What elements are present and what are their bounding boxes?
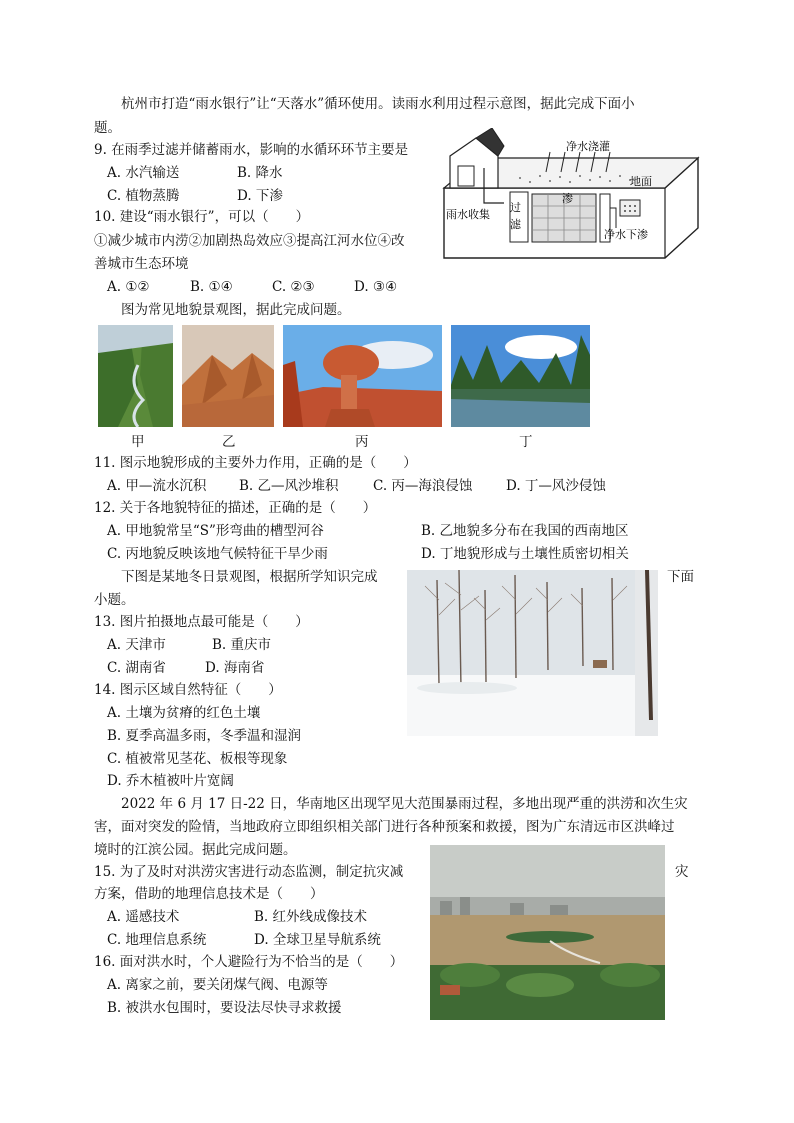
q16-option-b: B. 被洪水包围时，要设法尽快寻求救援 xyxy=(107,1000,342,1016)
diagram-label-seep: 渗 xyxy=(562,192,573,205)
photo-label-yi: 乙 xyxy=(222,434,236,450)
photo-label-jia: 甲 xyxy=(131,434,145,450)
question-10-stem: 10. 建设“雨水银行”，可以（ ） xyxy=(94,209,310,225)
q9-option-b: B. 降水 xyxy=(237,165,283,181)
q12-option-c: C. 丙地貌反映该地气候特征干旱少雨 xyxy=(107,546,328,562)
question-14-stem: 14. 图示区域自然特征（ ） xyxy=(94,682,282,698)
intro-paragraph-1-cont: 题。 xyxy=(94,120,121,136)
intro-paragraph-4: 2022 年 6 月 17 日-22 日，华南地区出现罕见大范围暴雨过程，多地出现严重的洪涝和次生灾 xyxy=(121,796,688,812)
rainwater-use-diagram xyxy=(440,128,702,264)
q15-option-b: B. 红外线成像技术 xyxy=(254,909,368,925)
intro-paragraph-3: 下图是某地冬日景观图，根据所学知识完成 xyxy=(121,569,378,585)
question-15-stem-cont: 方案，借助的地理信息技术是（ ） xyxy=(94,886,324,902)
q10-statements: ①减少城市内涝②加剧热岛效应③提高江河水位④改 xyxy=(94,233,405,249)
q9-option-c: C. 植物蒸腾 xyxy=(107,188,180,204)
intro-paragraph-3-cont: 小题。 xyxy=(94,592,135,608)
q11-option-d: D. 丁—风沙侵蚀 xyxy=(506,478,606,494)
q12-option-b: B. 乙地貌多分布在我国的西南地区 xyxy=(421,523,629,539)
q9-option-d: D. 下渗 xyxy=(237,188,283,204)
q11-option-c: C. 丙—海浪侵蚀 xyxy=(373,478,473,494)
q10-option-a: A. ①② xyxy=(107,279,150,295)
diagram-label-filter-2: 滤 xyxy=(510,218,521,231)
q14-option-d: D. 乔木植被叶片宽阔 xyxy=(107,773,234,789)
question-13-stem: 13. 图片拍摄地点最可能是（ ） xyxy=(94,614,309,630)
q10-option-d: D. ③④ xyxy=(354,279,398,295)
intro-paragraph-1: 杭州市打造“雨水银行”让“天落水”循环使用。读雨水利用过程示意图，据此完成下面小 xyxy=(121,96,635,112)
diagram-label-filter-1: 过 xyxy=(510,201,521,214)
rock-pillar-photo xyxy=(283,325,442,427)
q13-option-b: B. 重庆市 xyxy=(212,637,272,653)
diagram-label-ground: 地面 xyxy=(630,175,652,188)
valley-photo xyxy=(98,325,173,427)
diagram-label-irrigation: 净水浇灌 xyxy=(566,140,610,153)
intro-paragraph-3-right: 下面 xyxy=(667,569,694,585)
q9-option-a: A. 水汽输送 xyxy=(107,165,180,181)
q11-option-a: A. 甲—流水沉积 xyxy=(107,478,207,494)
q14-option-c: C. 植被常见茎花、板根等现象 xyxy=(107,751,288,767)
photo-label-bing: 丙 xyxy=(355,434,369,450)
desert-dune-photo xyxy=(182,325,274,427)
intro-paragraph-4-line2: 害，面对突发的险情，当地政府立即组织相关部门进行各种预案和救援，图为广东清远市区洪峰过 xyxy=(94,819,675,835)
q13-option-a: A. 天津市 xyxy=(107,637,166,653)
question-9-stem: 9. 在雨季过滤并储蓄雨水，影响的水循环环节主要是 xyxy=(94,142,409,158)
question-11-stem: 11. 图示地貌形成的主要外力作用，正确的是（ ） xyxy=(94,455,417,471)
intro-paragraph-2: 图为常见地貌景观图，据此完成问题。 xyxy=(121,302,351,318)
flood-park-photo xyxy=(430,845,665,1020)
q15-option-d: D. 全球卫星导航系统 xyxy=(254,932,381,948)
q13-option-c: C. 湖南省 xyxy=(107,660,166,676)
q10-option-b: B. ①④ xyxy=(190,279,233,295)
q16-option-a: A. 离家之前，要关闭煤气阀、电源等 xyxy=(107,977,328,993)
q12-option-d: D. 丁地貌形成与土壤性质密切相关 xyxy=(421,546,629,562)
intro-paragraph-4-line3: 境时的江滨公园。据此完成问题。 xyxy=(94,842,297,858)
q14-option-b: B. 夏季高温多雨，冬季温和湿润 xyxy=(107,728,302,744)
q12-option-a: A. 甲地貌常呈“S”形弯曲的槽型河谷 xyxy=(107,523,324,539)
question-12-stem: 12. 关于各地貌特征的描述，正确的是（ ） xyxy=(94,500,377,516)
question-15-stem-right: 灾 xyxy=(675,864,689,880)
q11-option-b: B. 乙—风沙堆积 xyxy=(239,478,339,494)
winter-snow-photo xyxy=(407,570,658,736)
diagram-label-down: 净水下渗 xyxy=(604,228,648,241)
photo-label-ding: 丁 xyxy=(519,434,533,450)
q10-option-c: C. ②③ xyxy=(272,279,315,295)
q13-option-d: D. 海南省 xyxy=(205,660,265,676)
q10-statements-cont: 善城市生态环境 xyxy=(94,256,189,272)
karst-lake-photo xyxy=(451,325,590,427)
question-15-stem: 15. 为了及时对洪涝灾害进行动态监测，制定抗灾减 xyxy=(94,864,404,880)
q14-option-a: A. 土壤为贫瘠的红色土壤 xyxy=(107,705,261,721)
question-16-stem: 16. 面对洪水时，个人避险行为不恰当的是（ ） xyxy=(94,954,404,970)
q15-option-a: A. 遥感技术 xyxy=(107,909,180,925)
q15-option-c: C. 地理信息系统 xyxy=(107,932,207,948)
diagram-label-collect: 雨水收集 xyxy=(446,208,490,221)
